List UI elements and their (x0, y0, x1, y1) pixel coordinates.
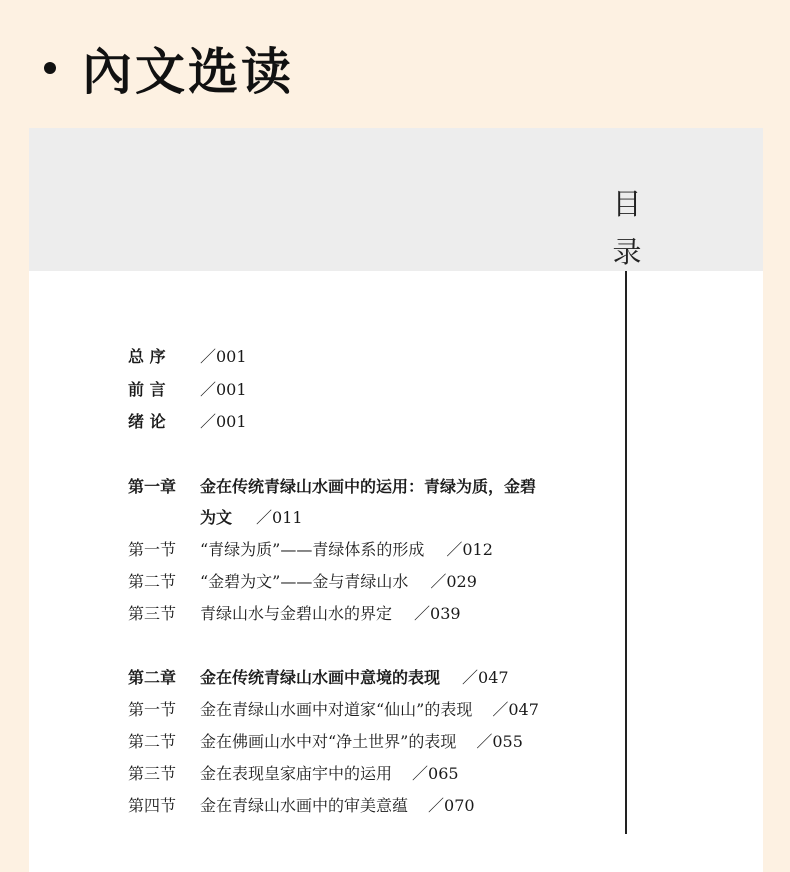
section-title: 金在青绿山水画中的审美意蕴 (200, 796, 409, 815)
section-page: ／065 (412, 764, 459, 783)
section-title: “金碧为文”——金与青绿山水 (200, 572, 409, 591)
section-page: ／039 (414, 604, 461, 623)
section-title: “青绿为质”——青绿体系的形成 (200, 540, 425, 559)
toc-section-entry[interactable] (128, 795, 618, 817)
toc-front-entry[interactable] (128, 346, 618, 368)
toc-section-entry[interactable] (128, 539, 618, 561)
chapter-title: 金在传统青绿山水画中意境的表现 (200, 668, 441, 687)
toc-section-entry[interactable] (128, 699, 618, 721)
section-page: ／029 (430, 572, 477, 591)
section-heading (44, 32, 294, 104)
section-page: ／047 (492, 700, 539, 719)
section-title: 金在表现皇家庙宇中的运用 (200, 764, 393, 783)
toc-title (611, 180, 643, 276)
section-page: ／012 (446, 540, 493, 559)
chapter-label: 第二章 (128, 668, 177, 687)
vertical-divider (625, 271, 627, 834)
section-title: 金在佛画山水中对“净土世界”的表现 (200, 732, 457, 751)
chapter-label: 第一章 (128, 477, 177, 496)
toc-section-entry[interactable] (128, 603, 618, 625)
bullet-icon (44, 62, 56, 74)
section-label: 第二节 (128, 572, 177, 591)
section-label: 第一节 (128, 540, 177, 559)
entry-page: ／001 (200, 412, 247, 431)
chapter-title-cont: 为文 (200, 508, 233, 527)
section-label: 第三节 (128, 764, 177, 783)
heading-title: 內文选读 (82, 42, 294, 101)
toc-chapter-entry[interactable] (128, 476, 618, 498)
entry-label: 前 言 (128, 380, 166, 399)
page-header-band (29, 128, 763, 271)
entry-page: ／001 (200, 347, 247, 366)
section-page: ／070 (428, 796, 475, 815)
entry-label: 绪 论 (128, 412, 166, 431)
toc-section-entry[interactable] (128, 731, 618, 753)
toc-section-entry[interactable] (128, 763, 618, 785)
toc-front-entry[interactable] (128, 411, 618, 433)
toc-chapter-entry[interactable] (128, 667, 618, 689)
entry-label: 总 序 (128, 347, 166, 366)
chapter-title: 金在传统青绿山水画中的运用：青绿为质，金碧 (200, 477, 537, 496)
section-label: 第四节 (128, 796, 177, 815)
book-page (29, 128, 763, 872)
section-label: 第二节 (128, 732, 177, 751)
section-title: 青绿山水与金碧山水的界定 (200, 604, 393, 623)
chapter-page: ／011 (256, 508, 303, 527)
toc-section-entry[interactable] (128, 571, 618, 593)
chapter-page: ／047 (462, 668, 509, 687)
section-page: ／055 (476, 732, 523, 751)
section-label: 第一节 (128, 700, 177, 719)
toc-title-char-2: 录 (612, 235, 642, 269)
toc-front-entry[interactable] (128, 379, 618, 401)
toc-chapter-entry-continued[interactable] (128, 507, 618, 529)
section-title: 金在青绿山水画中对道家“仙山”的表现 (200, 700, 473, 719)
section-label: 第三节 (128, 604, 177, 623)
entry-page: ／001 (200, 380, 247, 399)
toc-title-char-1: 目 (612, 187, 642, 221)
